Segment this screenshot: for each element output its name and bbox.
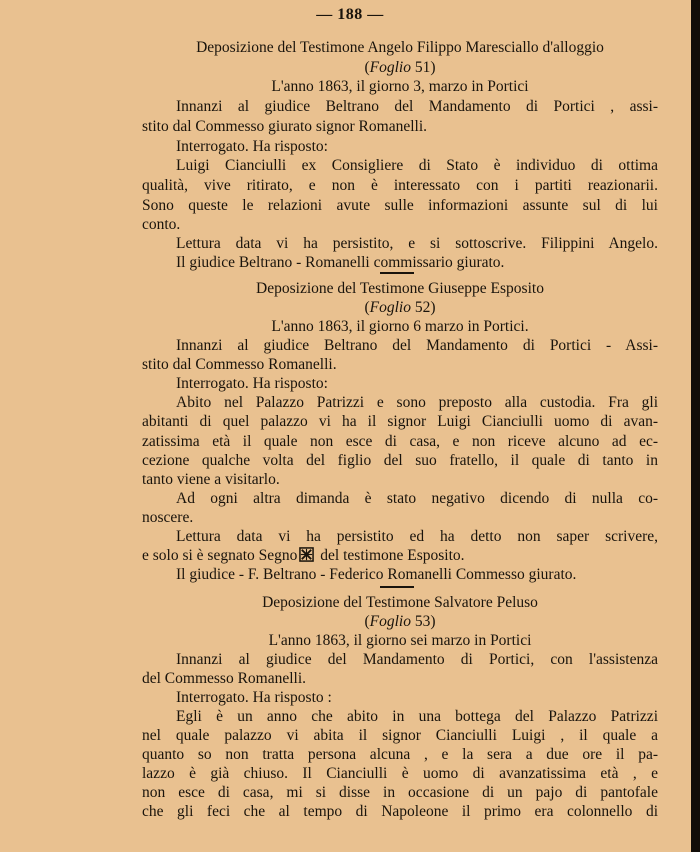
text-line: stito dal Commesso Romanelli. <box>142 356 337 373</box>
text-line: qualità, vive ritirato, e non è interessato con i partiti reazionarii. <box>142 177 658 194</box>
folio-reference: (Foglio 51) <box>364 59 436 76</box>
text-line: conto. <box>142 216 181 233</box>
text-line: Innanzi al giudice Beltrano del Mandamento di Portici , assi- <box>176 98 658 115</box>
text-line: Lettura data vi ha persistito, e si sottoscrive. Filippini Angelo. <box>176 235 658 252</box>
text-line: che gli feci che al tempo di Napoleone il primo era colonnello di <box>142 803 658 820</box>
text-line: cezione qualche volta del figlio del suo fratello, il quale di tanto in <box>142 452 658 469</box>
text-line: zatissima età il quale non esce di casa, e non riceve alcuno ad ec- <box>142 433 658 450</box>
signature-line: Il giudice - F. Beltrano - Federico Romanelli Commesso giurato. <box>176 566 577 583</box>
folio-reference: (Foglio 52) <box>364 299 436 316</box>
section-title: Deposizione del Testimone Angelo Filippo Maresciallo d'alloggio <box>196 39 604 56</box>
page-number: — 188 — <box>316 6 384 23</box>
date-line: L'anno 1863, il giorno 6 marzo in Portici. <box>271 318 529 335</box>
text-line: non esce di casa, mi si disse in occasione di un pajo di pantofale <box>142 784 658 801</box>
folio-reference: (Foglio 53) <box>364 613 436 630</box>
text-line: Innanzi al giudice del Mandamento di Portici, con l'assistenza <box>176 651 658 668</box>
text-line: Lettura data vi ha persistito ed ha detto non saper scrivere, <box>176 528 658 545</box>
section-divider <box>380 586 414 588</box>
section-title: Deposizione del Testimone Giuseppe Esposito <box>256 280 544 297</box>
text-line-with-mark: e solo si è segnato Segno del testimone Esposito. <box>142 547 465 564</box>
text-line: abitanti di quel palazzo vi ha il signor Luigi Cianciulli uomo di avan- <box>142 413 658 430</box>
text-line: Interrogato. Ha risposto: <box>176 375 328 392</box>
section-divider <box>380 272 414 274</box>
text-line: tanto viene a visitarlo. <box>142 471 280 488</box>
text-line: lazzo è già chiuso. Il Cianciulli è uomo di avanzatissima età , e <box>142 765 658 782</box>
text-line: Luigi Cianciulli ex Consigliere di Stato è individuo di ottima <box>176 157 658 174</box>
date-line: L'anno 1863, il giorno 3, marzo in Portici <box>271 78 529 95</box>
text-line: Interrogato. Ha risposto: <box>176 138 328 155</box>
signature-line: Il giudice Beltrano - Romanelli commissario giurato. <box>176 254 505 271</box>
text-line: Egli è un anno che abito in una bottega del Palazzo Patrizzi <box>176 708 658 725</box>
text-line: Sono queste le relazioni avute sulle informazioni assunte sul di lui <box>142 197 658 214</box>
cross-mark-icon <box>299 547 314 562</box>
text-line: Innanzi al giudice Beltrano del Mandamento di Portici - Assi- <box>176 337 658 354</box>
date-line: L'anno 1863, il giorno sei marzo in Portici <box>268 632 532 649</box>
text-line: stito dal Commesso giurato signor Romanelli. <box>142 118 428 135</box>
text-line: Abito nel Palazzo Patrizzi e sono preposto alla custodia. Fra gli <box>176 394 658 411</box>
text-line: quanto so non tratta persona alcuna , e la sera a due ore il pa- <box>142 746 658 763</box>
text-line: nel quale palazzo vi abita il signor Cianciulli Luigi , il quale a <box>142 727 658 744</box>
page-edge-shadow <box>691 0 700 852</box>
text-line: noscere. <box>142 509 194 526</box>
text-line: Ad ogni altra dimanda è stato negativo dicendo di nulla co- <box>176 490 658 507</box>
text-line: del Commesso Romanelli. <box>142 670 307 687</box>
text-line: Interrogato. Ha risposto : <box>176 689 332 706</box>
section-title: Deposizione del Testimone Salvatore Peluso <box>262 594 538 611</box>
